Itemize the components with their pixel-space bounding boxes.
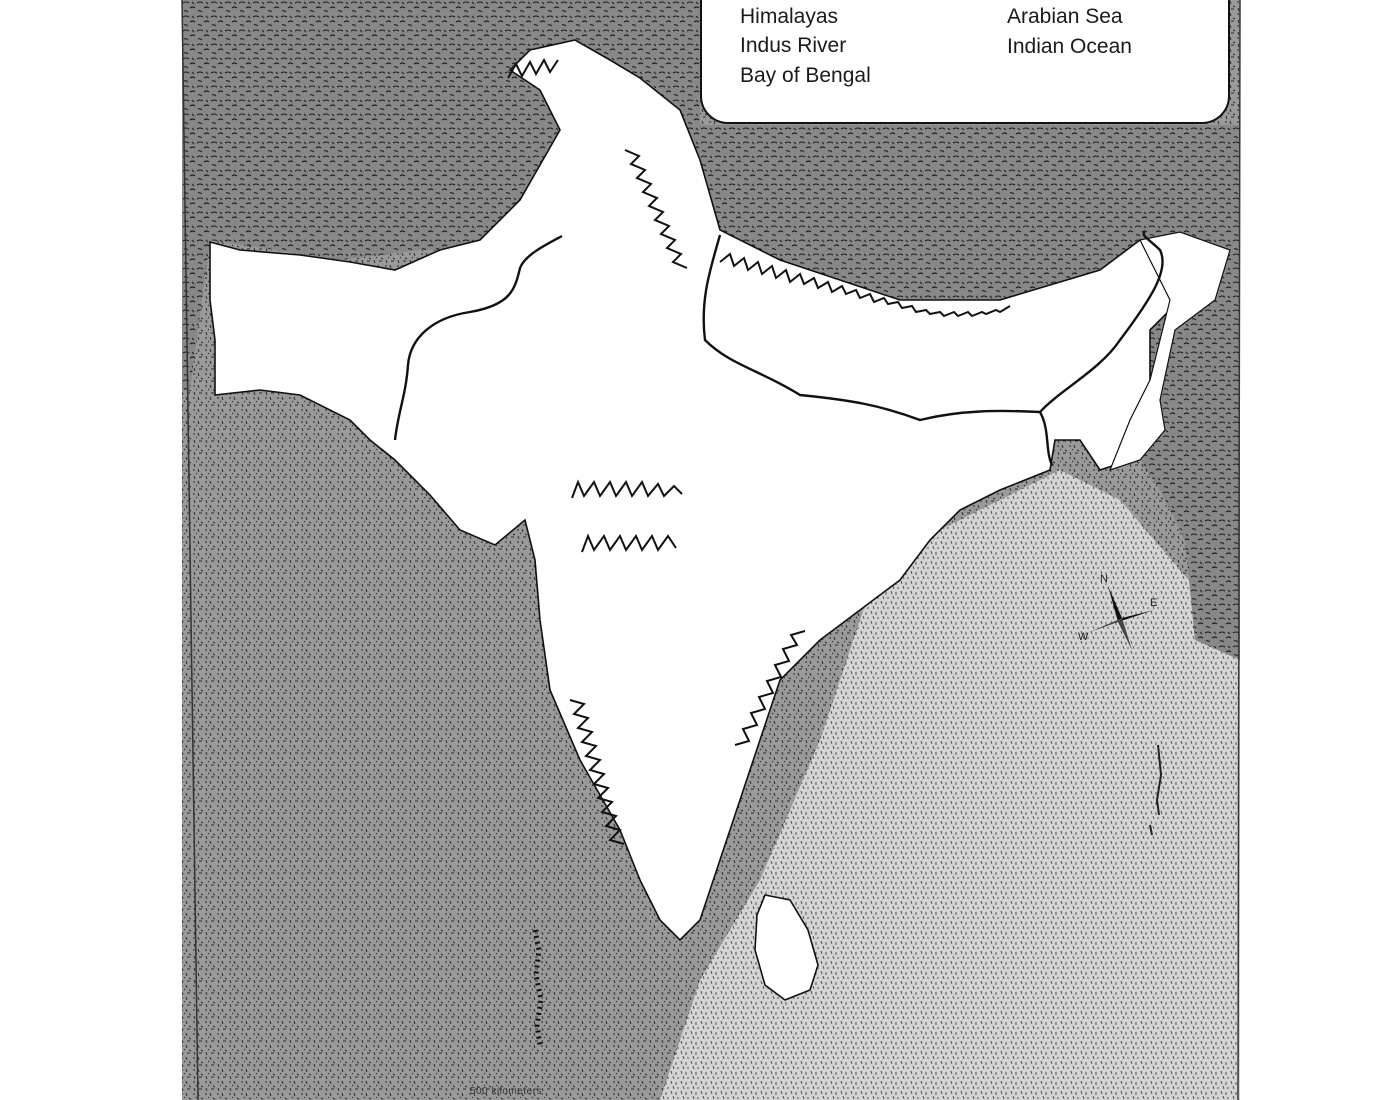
legend-item-indus-river: Indus River xyxy=(740,34,847,57)
compass-e: E xyxy=(1150,597,1158,609)
legend-item-indian-ocean: Indian Ocean xyxy=(1007,34,1132,58)
scale-label: 500 kilometers xyxy=(470,1086,543,1097)
legend-item-bay-of-bengal: Bay of Bengal xyxy=(740,63,871,87)
legend-item-arabian-sea: Arabian Sea xyxy=(1007,5,1123,28)
compass-w: W xyxy=(1078,631,1089,643)
legend-item-himalayas: Himalayas xyxy=(740,4,839,28)
legend-left-column xyxy=(740,0,874,90)
legend-right-column xyxy=(1007,2,1132,61)
legend-box xyxy=(700,0,1230,124)
compass-n: N xyxy=(1100,573,1108,585)
